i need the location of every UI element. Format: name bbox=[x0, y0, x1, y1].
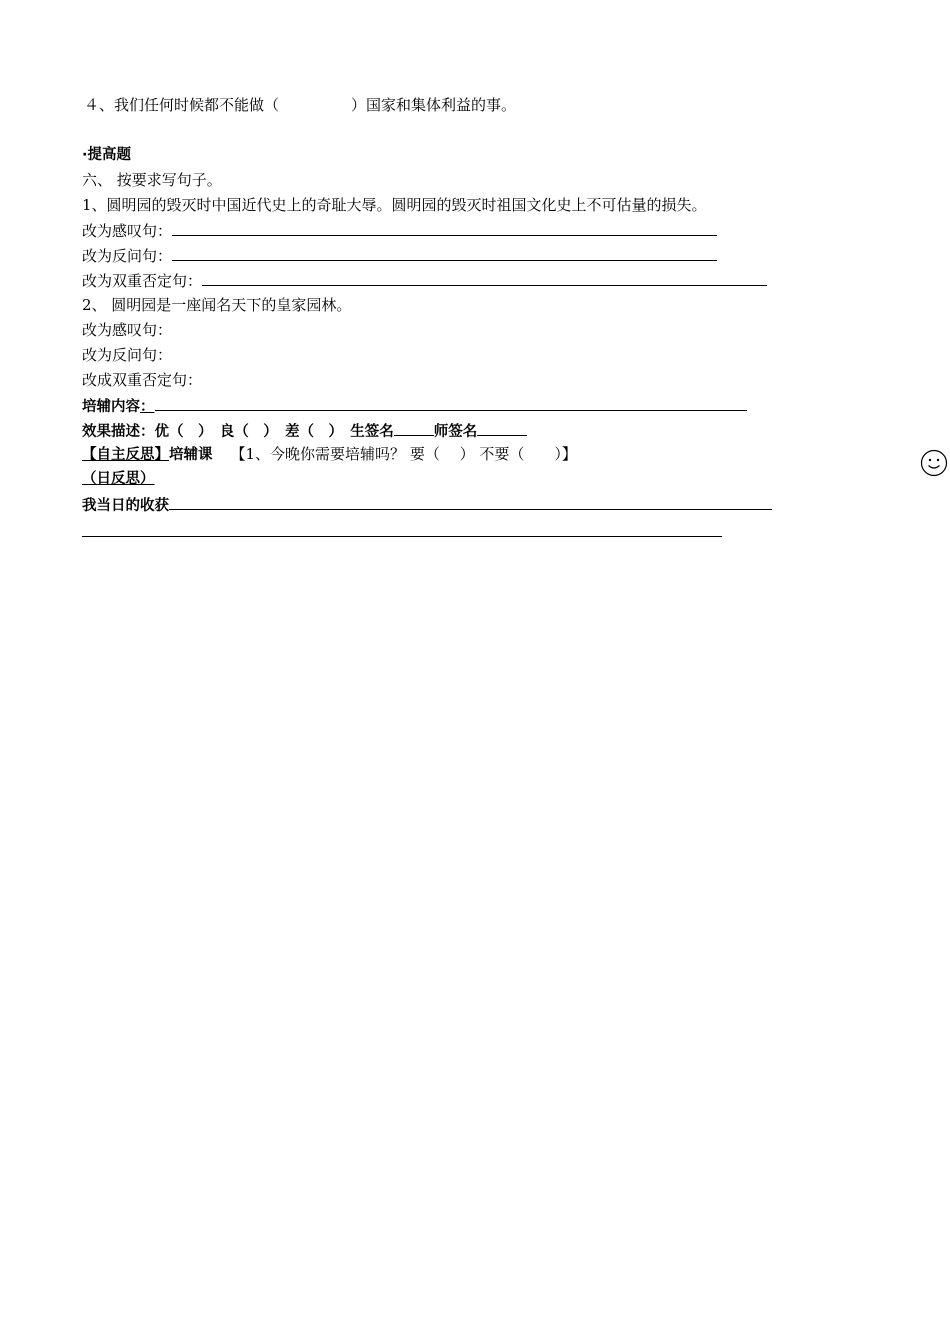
harvest-answer-line-2[interactable] bbox=[82, 536, 722, 537]
harvest-answer-line[interactable] bbox=[169, 494, 772, 510]
item-1-double-neg-answer-line[interactable] bbox=[202, 270, 767, 286]
item-1-sentence: 1、圆明园的毁灭时中国近代史上的奇耻大辱。圆明园的毁灭时祖国文化史上不可估量的损失。 bbox=[82, 196, 707, 214]
tutoring-content-row bbox=[82, 395, 747, 415]
item-2-rhetorical-label: 改为反问句： bbox=[82, 346, 173, 364]
self-reflection-label: 【自主反思】 bbox=[82, 447, 169, 463]
question-4-prefix: ４、我们任何时候都不能做（ bbox=[84, 96, 280, 114]
question-4-suffix: ）国家和集体利益的事。 bbox=[351, 96, 517, 114]
improve-heading: ·提高题 bbox=[82, 147, 132, 163]
reflection-row bbox=[82, 444, 577, 464]
effect-row bbox=[82, 420, 527, 440]
item-1-exclaim-answer-line[interactable] bbox=[172, 220, 717, 236]
tutoring-content-colon: ： bbox=[140, 399, 155, 415]
teacher-signature-label: 师签名 bbox=[433, 424, 478, 440]
question-4 bbox=[84, 95, 516, 115]
student-signature-line[interactable] bbox=[394, 420, 434, 436]
item-1-rhetorical-answer-line[interactable] bbox=[172, 245, 717, 261]
teacher-signature-line[interactable] bbox=[477, 420, 527, 436]
section-6-title: 六、 按要求写句子。 bbox=[82, 171, 222, 189]
item-1-double-neg-label: 改为双重否定句： bbox=[82, 272, 203, 290]
item-2-sentence: 2、 圆明园是一座闻名天下的皇家园林。 bbox=[82, 296, 352, 314]
item-1-exclaim-row bbox=[82, 220, 717, 240]
tutoring-content-label: 培辅内容 bbox=[82, 399, 140, 415]
item-1-double-neg-row bbox=[82, 270, 767, 290]
effect-description: 效果描述：优（ ） 良（ ） 差（ ） 生签名 bbox=[82, 424, 394, 440]
item-2-exclaim-label: 改为感叹句： bbox=[82, 321, 173, 339]
tutoring-course-label: 培辅课 bbox=[169, 447, 213, 463]
harvest-row bbox=[82, 494, 772, 514]
item-1-rhetorical-label: 改为反问句： bbox=[82, 247, 173, 265]
item-2-double-neg-label: 改成双重否定句： bbox=[82, 371, 203, 389]
tutoring-question: 【1、今晚你需要培辅吗？ 要（ ） 不要（ ）】 bbox=[230, 445, 577, 463]
harvest-label: 我当日的收获 bbox=[82, 498, 169, 514]
daily-reflection-label: （日反思） bbox=[82, 471, 155, 487]
item-1-rhetorical-row bbox=[82, 245, 717, 265]
smiley-face-icon bbox=[920, 449, 948, 477]
item-1-exclaim-label: 改为感叹句： bbox=[82, 222, 173, 240]
tutoring-content-answer-line[interactable] bbox=[155, 395, 747, 411]
